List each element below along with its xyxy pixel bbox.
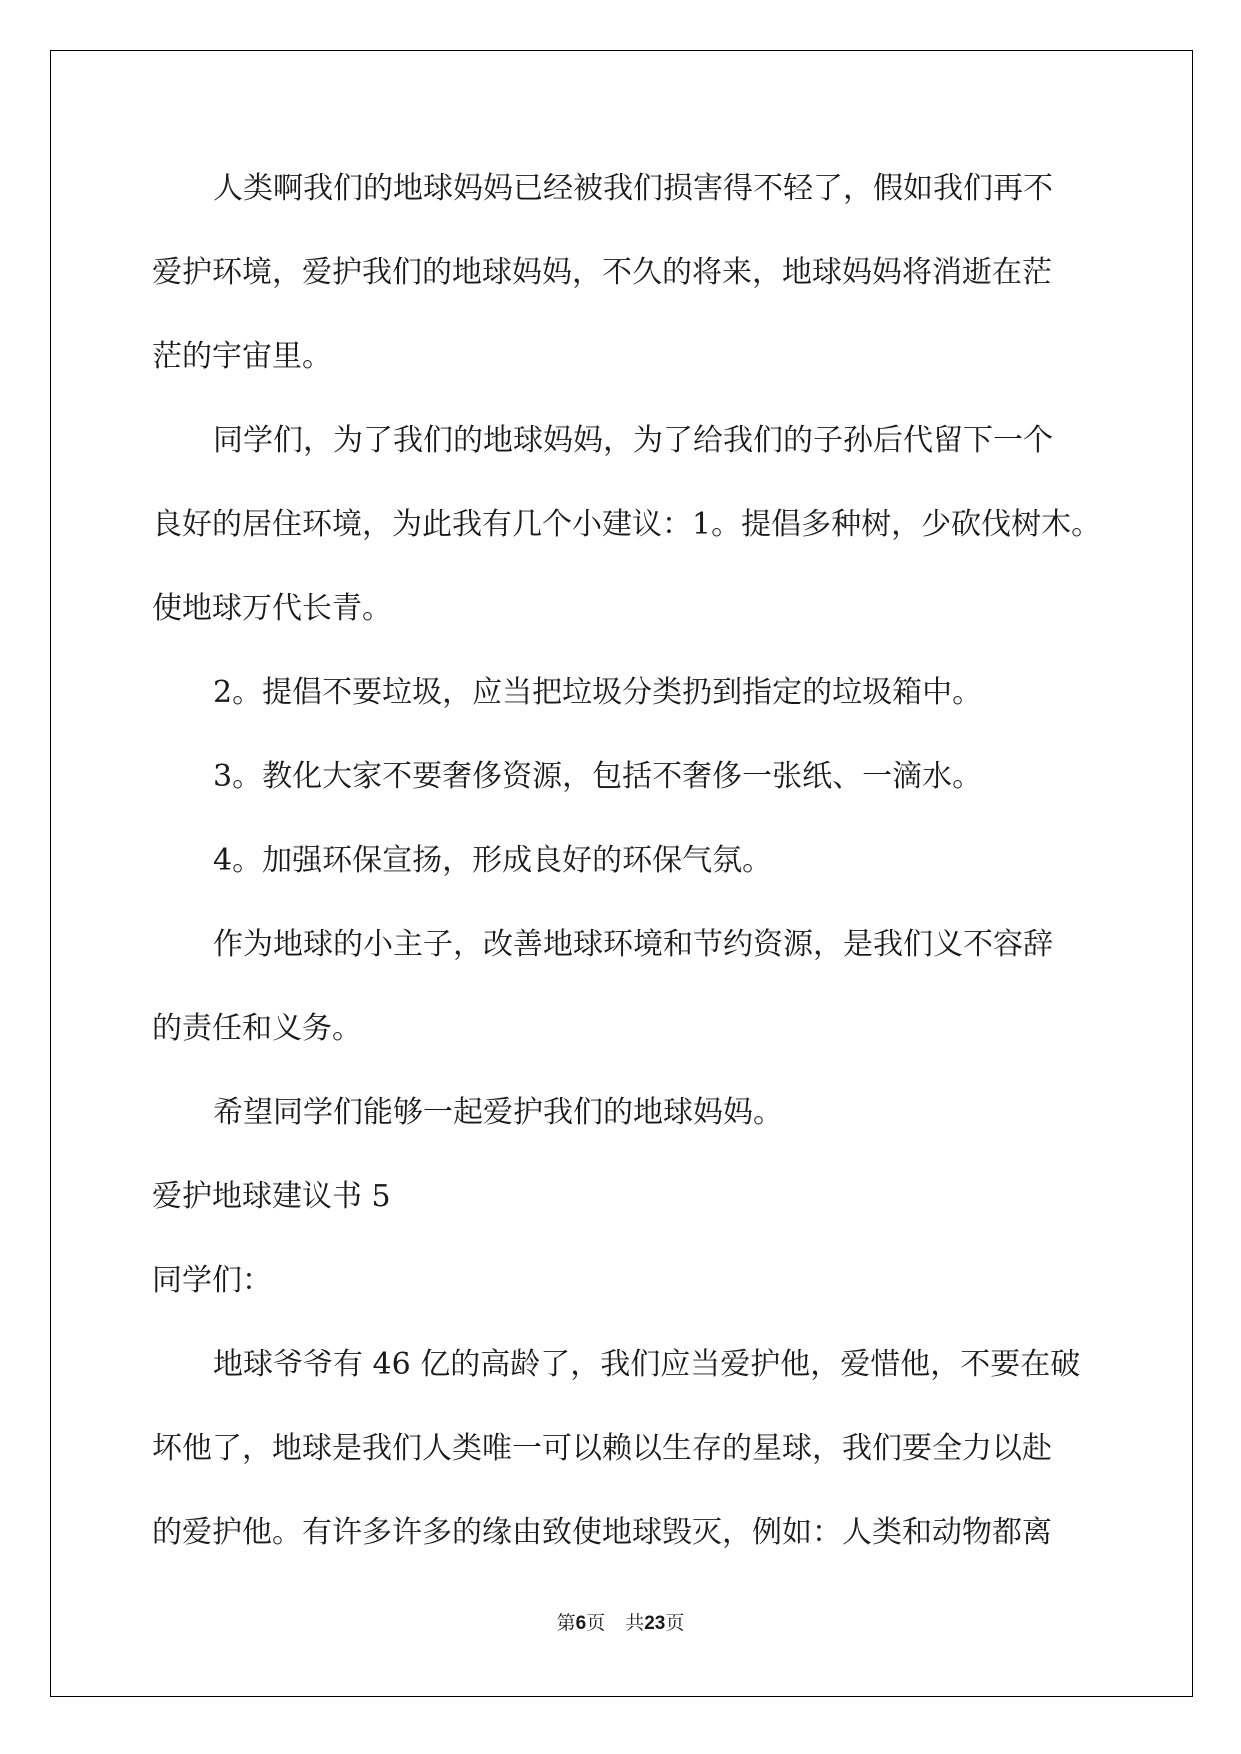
- paragraph-line: 2。提倡不要垃圾，应当把垃圾分类扔到指定的垃圾箱中。: [213, 675, 983, 710]
- page-number: 6: [575, 1613, 587, 1634]
- paragraph-line: 同学们，为了我们的地球妈妈，为了给我们的子孙后代留下一个: [213, 423, 1053, 458]
- page-footer: [0, 1608, 1241, 1635]
- section-title: 爱护地球建议书 5: [152, 1179, 391, 1214]
- footer-prefix: 第: [556, 1612, 576, 1634]
- paragraph-line: 爱护环境，爱护我们的地球妈妈，不久的将来，地球妈妈将消逝在茫: [152, 255, 1052, 290]
- paragraph-line: 良好的居住环境，为此我有几个小建议：1。提倡多种树，少砍伐树木。: [152, 507, 1102, 542]
- paragraph-line: 希望同学们能够一起爱护我们的地球妈妈。: [213, 1095, 783, 1130]
- paragraph-line: 3。教化大家不要奢侈资源，包括不奢侈一张纸、一滴水。: [213, 759, 983, 794]
- total-pages: 23: [644, 1613, 666, 1634]
- paragraph-line: 人类啊我们的地球妈妈已经被我们损害得不轻了，假如我们再不: [213, 171, 1053, 206]
- footer-total-prefix: 共: [625, 1612, 645, 1634]
- paragraph-line: 的责任和义务。: [152, 1011, 362, 1046]
- footer-total-suffix: 页: [665, 1612, 685, 1634]
- footer-page-suffix: 页: [586, 1612, 606, 1634]
- paragraph-line: 使地球万代长青。: [152, 591, 392, 626]
- paragraph-line: 地球爷爷有 46 亿的高龄了，我们应当爱护他，爱惜他，不要在破: [213, 1347, 1081, 1382]
- paragraph-line: 坏他了，地球是我们人类唯一可以赖以生存的星球，我们要全力以赴: [152, 1431, 1052, 1466]
- paragraph-line: 4。加强环保宣扬，形成良好的环保气氛。: [213, 843, 773, 878]
- paragraph-line: 作为地球的小主子，改善地球环境和节约资源，是我们义不容辞: [213, 927, 1053, 962]
- paragraph-line: 茫的宇宙里。: [152, 339, 332, 374]
- paragraph-line: 的爱护他。有许多许多的缘由致使地球毁灭，例如：人类和动物都离: [152, 1515, 1052, 1550]
- salutation: 同学们：: [152, 1263, 272, 1298]
